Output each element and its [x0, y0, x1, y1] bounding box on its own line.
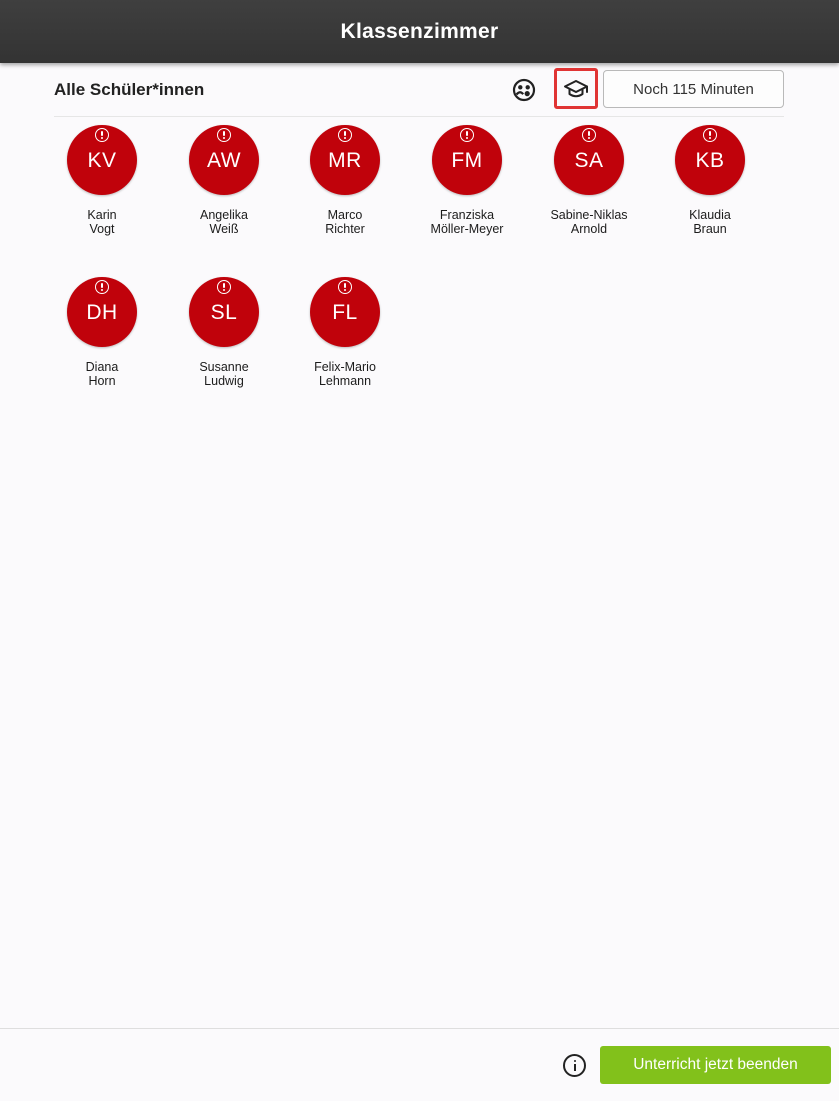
student-first-name: Felix-Mario [314, 360, 376, 374]
footer-bar [0, 1028, 839, 1101]
student-last-name: Möller-Meyer [430, 221, 504, 236]
student-name [550, 209, 627, 236]
student-first-name: Diana [85, 360, 119, 374]
student-card[interactable] [164, 125, 284, 265]
student-initials: KB [695, 149, 725, 172]
alert-icon [703, 128, 717, 142]
student-name [325, 209, 365, 236]
student-name [87, 209, 116, 236]
alert-icon [217, 280, 231, 294]
student-name [689, 209, 731, 236]
student-initials: FM [451, 149, 483, 172]
student-first-name: Sabine-Niklas [550, 208, 628, 222]
student-avatar [189, 125, 259, 195]
student-first-name: Angelika [200, 208, 248, 222]
alert-icon [95, 128, 109, 142]
student-name [314, 361, 376, 388]
student-initials: SL [210, 301, 238, 324]
student-card[interactable] [42, 125, 162, 265]
student-initials: DH [86, 301, 118, 324]
student-card[interactable] [285, 277, 405, 417]
student-avatar [432, 125, 502, 195]
section-title: Alle Schüler*innen [54, 80, 205, 99]
alert-icon [217, 128, 231, 142]
student-initials: AW [206, 149, 242, 172]
student-card[interactable] [285, 125, 405, 265]
student-name [86, 361, 119, 388]
student-first-name: Klaudia [689, 208, 731, 222]
student-initials: SA [574, 149, 604, 172]
student-card[interactable] [407, 125, 527, 265]
end-lesson-button[interactable]: Unterricht jetzt beenden [600, 1046, 831, 1084]
alert-icon [338, 280, 352, 294]
student-avatar [554, 125, 624, 195]
info-icon[interactable] [563, 1054, 586, 1077]
student-name [199, 361, 248, 388]
alert-icon [582, 128, 596, 142]
student-last-name: Weiß [209, 221, 239, 236]
alert-icon [460, 128, 474, 142]
student-last-name: Richter [325, 221, 365, 236]
page-title: Klassenzimmer [340, 19, 499, 43]
student-last-name: Horn [88, 373, 116, 388]
student-grid [0, 0, 839, 420]
student-initials: KV [87, 149, 117, 172]
student-avatar [67, 125, 137, 195]
student-first-name: Franziska [439, 208, 495, 222]
student-name [431, 209, 504, 236]
student-last-name: Arnold [570, 221, 608, 236]
student-last-name: Lehmann [318, 373, 372, 388]
student-card[interactable] [650, 125, 770, 265]
student-avatar [310, 125, 380, 195]
alert-icon [338, 128, 352, 142]
alert-icon [95, 280, 109, 294]
remaining-time-button[interactable]: Noch 115 Minuten [603, 70, 784, 108]
student-name [200, 209, 248, 236]
student-card[interactable] [529, 125, 649, 265]
student-avatar [675, 125, 745, 195]
student-first-name: Susanne [199, 360, 249, 374]
student-last-name: Ludwig [204, 373, 244, 388]
student-avatar [310, 277, 380, 347]
student-avatar [189, 277, 259, 347]
student-avatar [67, 277, 137, 347]
student-first-name: Karin [87, 208, 117, 222]
student-first-name: Marco [327, 208, 363, 222]
student-card[interactable] [164, 277, 284, 417]
student-last-name: Vogt [89, 221, 115, 236]
student-last-name: Braun [693, 221, 727, 236]
student-initials: MR [328, 149, 362, 172]
student-initials: FL [332, 301, 358, 324]
student-card[interactable] [42, 277, 162, 417]
